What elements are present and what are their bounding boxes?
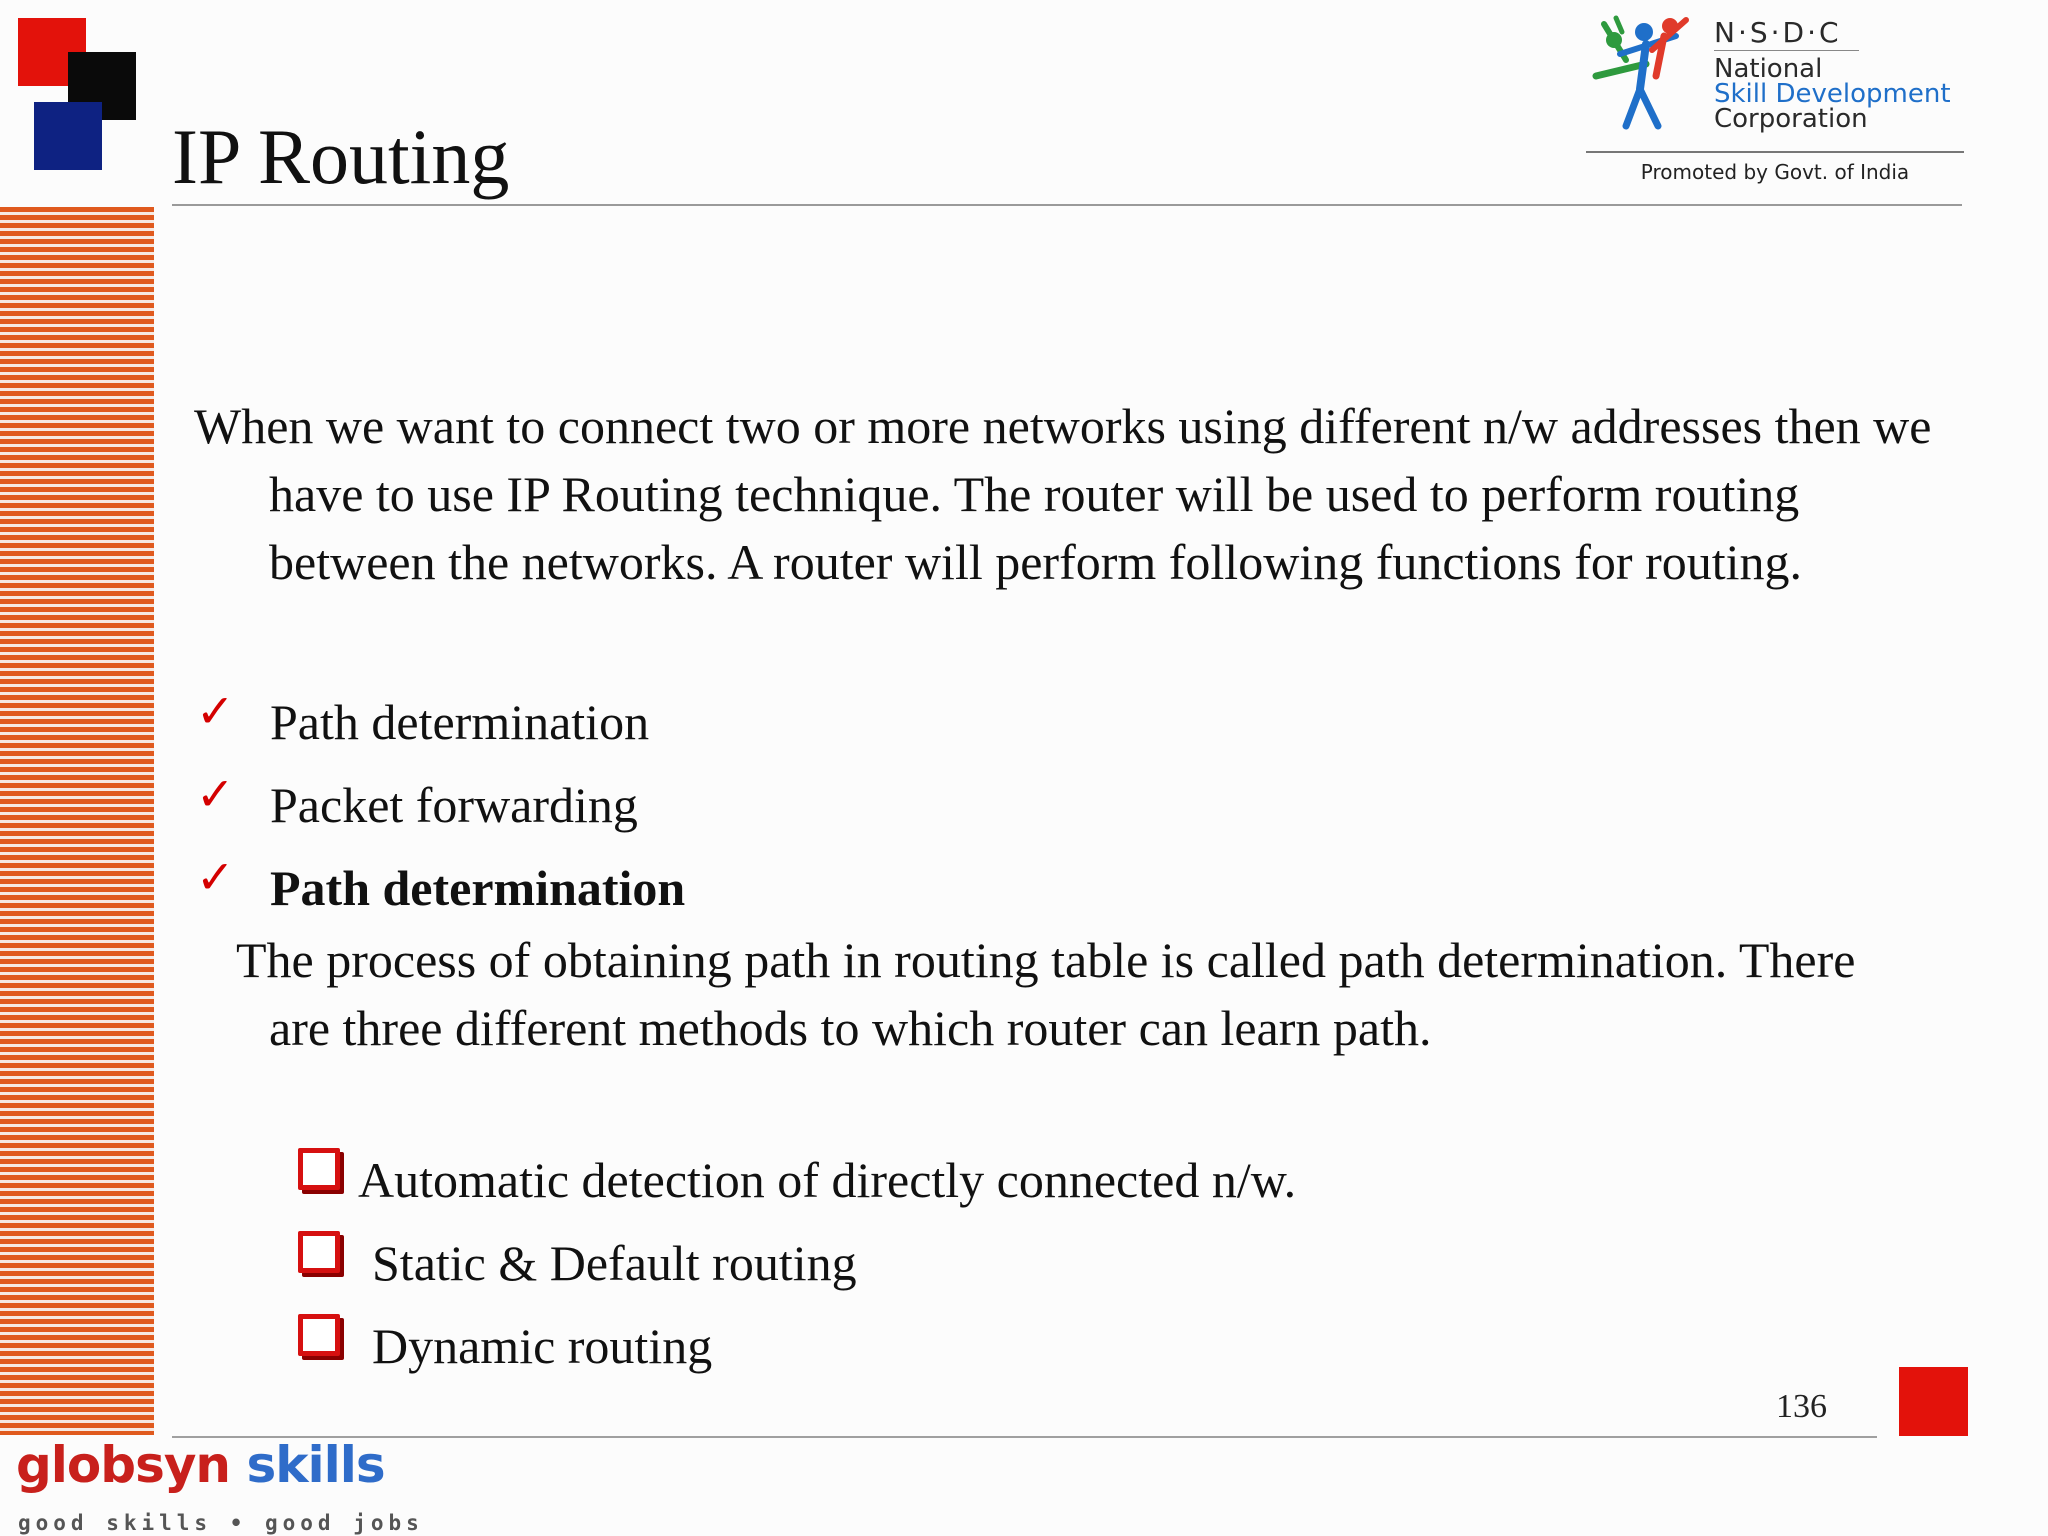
method-item: Static & Default routing — [372, 1235, 857, 1291]
square-bullet-icon — [298, 1314, 340, 1356]
checkmark-icon: ✓ — [196, 684, 235, 738]
slide-title: IP Routing — [172, 113, 510, 200]
nsdc-abbreviation: N·S·D·C — [1714, 16, 1842, 49]
page-number: 136 — [1776, 1388, 1827, 1425]
nsdc-people-icon — [1586, 14, 1712, 134]
explanation-paragraph: The process of obtaining path in routing table is called path determination. There are three different methods to which router can learn path. — [236, 932, 1856, 1056]
nsdc-abbr-underline — [1714, 50, 1859, 51]
nsdc-logo — [1586, 14, 1966, 194]
nsdc-line-corporation: Corporation — [1714, 104, 1868, 134]
globsyn-logo-part1: globsyn — [16, 1436, 231, 1494]
nsdc-divider — [1586, 151, 1964, 153]
decor-blue-square — [34, 102, 102, 170]
title-divider — [172, 204, 1962, 206]
footer-divider — [172, 1436, 1877, 1438]
method-item: Automatic detection of directly connected n/w. — [358, 1152, 1297, 1208]
nsdc-line-skill-development: Skill Development — [1714, 79, 1951, 109]
function-item: Path determination — [270, 694, 650, 750]
square-bullet-icon — [298, 1148, 340, 1190]
function-item-bold: Path determination — [270, 860, 686, 916]
decor-corner-red-square — [1899, 1367, 1968, 1436]
checkmark-icon: ✓ — [196, 767, 235, 821]
globsyn-logo — [16, 1436, 385, 1494]
globsyn-logo-part2: skills — [246, 1436, 385, 1494]
nsdc-line-national: National — [1714, 54, 1823, 84]
function-item: Packet forwarding — [270, 777, 638, 833]
checkmark-icon: ✓ — [196, 850, 235, 904]
square-bullet-icon — [298, 1231, 340, 1273]
decor-striped-sidebar — [0, 207, 154, 1435]
intro-paragraph: When we want to connect two or more networks using different n/w addresses then we have to use IP Routing technique. The router will be used to perform routing between the networks. A router will perform following functions for routing. — [194, 398, 1932, 590]
nsdc-promoted-text: Promoted by Govt. of India — [1640, 160, 1910, 184]
method-item: Dynamic routing — [372, 1318, 713, 1374]
globsyn-tagline: good skills • good jobs — [18, 1511, 424, 1535]
